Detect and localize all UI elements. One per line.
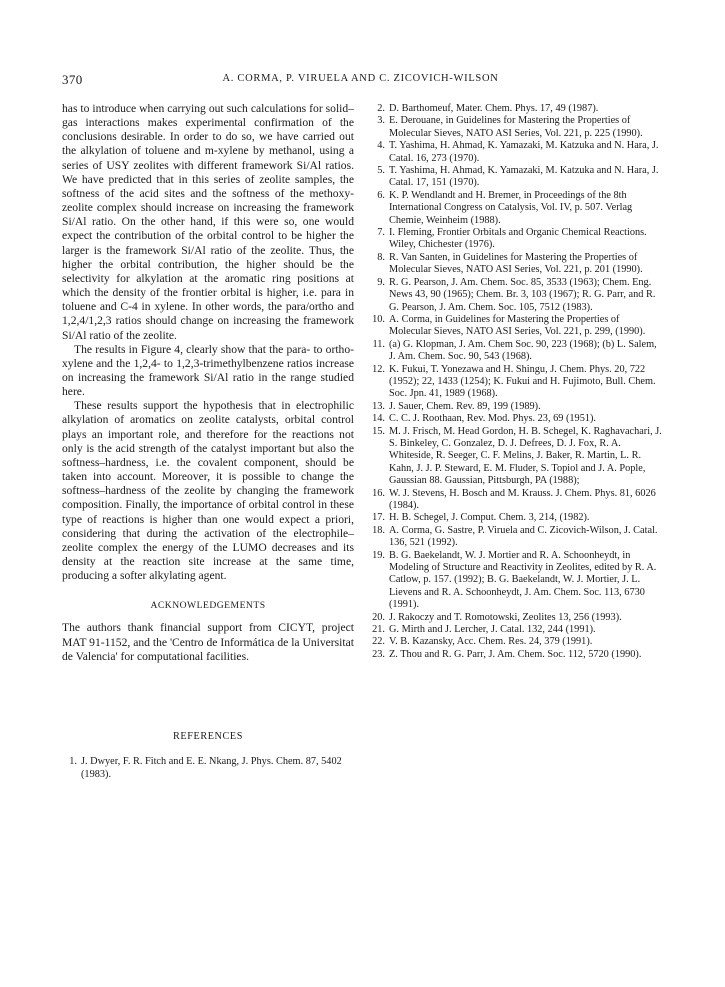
reference-text: J. Rakoczy and T. Romotowski, Zeolites 13, 256 (1993). <box>389 611 622 623</box>
reference-number: 9. <box>377 276 385 288</box>
reference-item <box>370 636 662 648</box>
reference-text: K. Fukui, T. Yonezawa and H. Shingu, J. Chem. Phys. 20, 722 (1952); 22, 1433 (1254); K. Fukui and H. Fujimoto, Bull. Chem. Soc. Jpn. 41, 1989 (1968). <box>389 363 656 400</box>
reference-item <box>370 314 662 339</box>
reference-number: 10. <box>372 313 385 325</box>
reference-number: 19. <box>372 549 385 561</box>
reference-item <box>370 649 662 661</box>
reference-text: J. Dwyer, F. R. Fitch and E. E. Nkang, J. Phys. Chem. 87, 5402 (1983). <box>81 756 342 780</box>
reference-number: 11. <box>372 338 385 350</box>
reference-number: 14. <box>372 413 385 425</box>
reference-text: E. Derouane, in Guidelines for Mastering the Properties of Molecular Sieves, NATO ASI Series, Vol. 221, p. 225 (1990). <box>389 115 643 139</box>
reference-number: 6. <box>377 189 385 201</box>
reference-item <box>370 525 662 550</box>
reference-text: V. B. Kazansky, Acc. Chem. Res. 24, 379 (1991). <box>389 636 593 648</box>
reference-item <box>370 140 662 165</box>
body-paragraph: The results in Figure 4, clearly show that the para- to ortho-xylene and the 1,2,4- to 1,2,3-trimethylbenzene ratios increase on increasing the framework Si/Al ratio in the range studied here. <box>62 342 354 399</box>
reference-item <box>370 488 662 513</box>
reference-text: A. Corma, in Guidelines for Mastering the Properties of Molecular Sieves, NATO ASI Series, Vol. 221, p. 299, (1990). <box>389 313 646 338</box>
reference-number: 7. <box>377 227 385 239</box>
reference-item <box>370 165 662 190</box>
reference-number: 1. <box>69 756 77 768</box>
reference-item <box>370 115 662 140</box>
reference-number: 18. <box>372 524 385 536</box>
reference-text: R. G. Pearson, J. Am. Chem. Soc. 85, 3533 (1963); Chem. Eng. News 43, 90 (1965); Chem. Br. 3, 103 (1967); R. G. Parr, and R. G. Pearson, J. Am. Chem. Soc. 105, 7512 (1983). <box>389 276 656 313</box>
reference-text: H. B. Schegel, J. Comput. Chem. 3, 214, (1982). <box>389 512 590 524</box>
reference-number: 15. <box>372 425 385 437</box>
reference-item <box>370 624 662 636</box>
acknowledgements-heading: ACKNOWLEDGEMENTS <box>150 600 266 612</box>
reference-number: 13. <box>372 400 385 412</box>
reference-text: (a) G. Klopman, J. Am. Chem Soc. 90, 223 (1968); (b) L. Salem, J. Am. Chem. Soc. 90, 543 (1968). <box>389 338 657 363</box>
reference-number: 16. <box>372 487 385 499</box>
reference-text: D. Barthomeuf, Mater. Chem. Phys. 17, 49 (1987). <box>389 103 599 114</box>
reference-text: W. J. Stevens, H. Bosch and M. Krauss. J. Chem. Phys. 81, 6026 (1984). <box>389 487 656 511</box>
reference-text: I. Fleming, Frontier Orbitals and Organic Chemical Reactions. Wiley, Chichester (1976). <box>389 227 647 251</box>
reference-number: 22. <box>372 636 385 648</box>
reference-number: 17. <box>372 512 385 524</box>
reference-text: J. Sauer, Chem. Rev. 89, 199 (1989). <box>389 400 541 412</box>
reference-text: A. Corma, G. Sastre, P. Viruela and C. Zicovich-Wilson, J. Catal. 136, 521 (1992). <box>389 524 658 549</box>
reference-number: 2. <box>377 103 385 114</box>
reference-item <box>370 339 662 364</box>
reference-text: R. Van Santen, in Guidelines for Mastering the Properties of Molecular Sieves, NATO ASI Series, Vol. 221, p. 201 (1990). <box>389 251 643 276</box>
reference-text: G. Mirth and J. Lercher, J. Catal. 132, 244 (1991). <box>389 624 596 636</box>
reference-item <box>370 612 662 624</box>
reference-number: 5. <box>377 165 385 177</box>
reference-item <box>370 364 662 401</box>
reference-item <box>370 426 662 488</box>
reference-item <box>370 401 662 413</box>
body-paragraph: These results support the hypothesis that in electrophilic alkylation of aromatics on zeolite catalysts, orbital control plays an important role, and therefore for the reactions not only is the acid strength of the catalyst important but also the softness–hardness, i.e. the covalent component, should be taken into account. Moreover, it is possible to change the softness–hardness of the zeolite by changing the framework composition. Finally, the importance of orbital control in these type of reactions is higher than one would expect a priori, considering that during the activation of the electrophile–zeolite complex the energy of the LUMO decreases and its density at the reaction site increase at the same time, producing a softer alkylating agent. <box>62 399 354 583</box>
reference-item <box>370 512 662 524</box>
reference-text: Z. Thou and R. G. Parr, J. Am. Chem. Soc. 112, 5720 (1990). <box>389 648 642 660</box>
reference-text: C. C. J. Roothaan, Rev. Mod. Phys. 23, 69 (1951). <box>389 413 596 425</box>
reference-item <box>370 413 662 425</box>
body-paragraph: has to introduce when carrying out such calculations for solid–gas interactions makes experimental confirmation of the conclusions desirable. In order to do so, we have carried out the alkylation of toluene and m-xylene by methanol, using a series of USY zeolites with different framework Si/Al ratios. We have predicted that in this series of zeolite samples, the softness of the acid sites and the softness of the methoxy-zeolite complex should increase on increasing the framework Si/Al ratio. On the other hand, if this were so, one would expect the contribution of the orbital control to be higher the larger is the framework Si/Al ratio of the zeolite. Thus, the higher the orbital contribution, the higher should be the selectivity for alkylation at the aromatic ring positions at which the density of the frontier orbital is higher, i.e. para in toluene and C-4 in xylene. In other words, the para/ortho and 1,2,4/1,2,3 ratios should change on increasing the framework Si/Al ratio of the zeolite. <box>62 102 354 342</box>
running-header <box>62 72 659 88</box>
left-column <box>62 102 354 781</box>
reference-item <box>62 756 354 781</box>
reference-item <box>370 190 662 227</box>
reference-item <box>370 277 662 314</box>
acknowledgements-text: The authors thank financial support from CICYT, project MAT 91-1152, and the 'Centro de Informática de la Universitat de Valencia' for computational facilities. <box>62 621 354 663</box>
reference-item <box>370 550 662 612</box>
reference-text: M. J. Frisch, M. Head Gordon, H. B. Schegel, K. Raghavachari, J. S. Binkeley, C. Gonzalez, D. J. Defrees, D. J. Fox, R. A. Whiteside, R. Seeger, C. F. Melins, J. Baker, R. Martin, L. R. Kahn, J. J. P. Steward, E. M. Fluder, S. Topiol and J. A. Pople, Gaussian 88. Gaussian, Pittsburgh, PA (1988); <box>389 425 662 487</box>
reference-text: B. G. Baekelandt, W. J. Mortier and R. A. Schoonheydt, in Modeling of Structure and Reactivity in Zeolites, edited by R. A. Catlow, p. 157. (1992); B. G. Baekelandt, W. J. Mortier, J. L. Lievens and R. A. Schoonheydt, J. Am. Chem. Soc. 113, 6730 (1991). <box>389 549 657 611</box>
reference-number: 8. <box>377 251 385 263</box>
reference-number: 23. <box>372 648 385 660</box>
reference-number: 4. <box>377 140 385 152</box>
reference-number: 3. <box>377 115 385 127</box>
running-header-authors: A. CORMA, P. VIRUELA AND C. ZICOVICH-WILSON <box>222 73 499 84</box>
reference-number: 21. <box>372 624 385 636</box>
reference-list-left <box>62 756 354 781</box>
reference-list-right <box>370 103 662 661</box>
page-number: 370 <box>62 72 83 87</box>
reference-item <box>370 252 662 277</box>
reference-text: T. Yashima, H. Ahmad, K. Yamazaki, M. Katzuka and N. Hara, J. Catal. 16, 273 (1970). <box>389 140 659 164</box>
reference-item <box>370 227 662 252</box>
reference-number: 20. <box>372 611 385 623</box>
reference-item <box>370 103 662 115</box>
reference-text: T. Yashima, H. Ahmad, K. Yamazaki, M. Katzuka and N. Hara, J. Catal. 17, 151 (1970). <box>389 165 659 189</box>
references-heading: REFERENCES <box>173 730 243 742</box>
reference-number: 12. <box>372 363 385 375</box>
reference-text: K. P. Wendlandt and H. Bremer, in Proceedings of the 8th International Congress on Catalysis, Vol. IV, p. 507. Verlag Chemie, Weinheim (1988). <box>389 189 633 226</box>
